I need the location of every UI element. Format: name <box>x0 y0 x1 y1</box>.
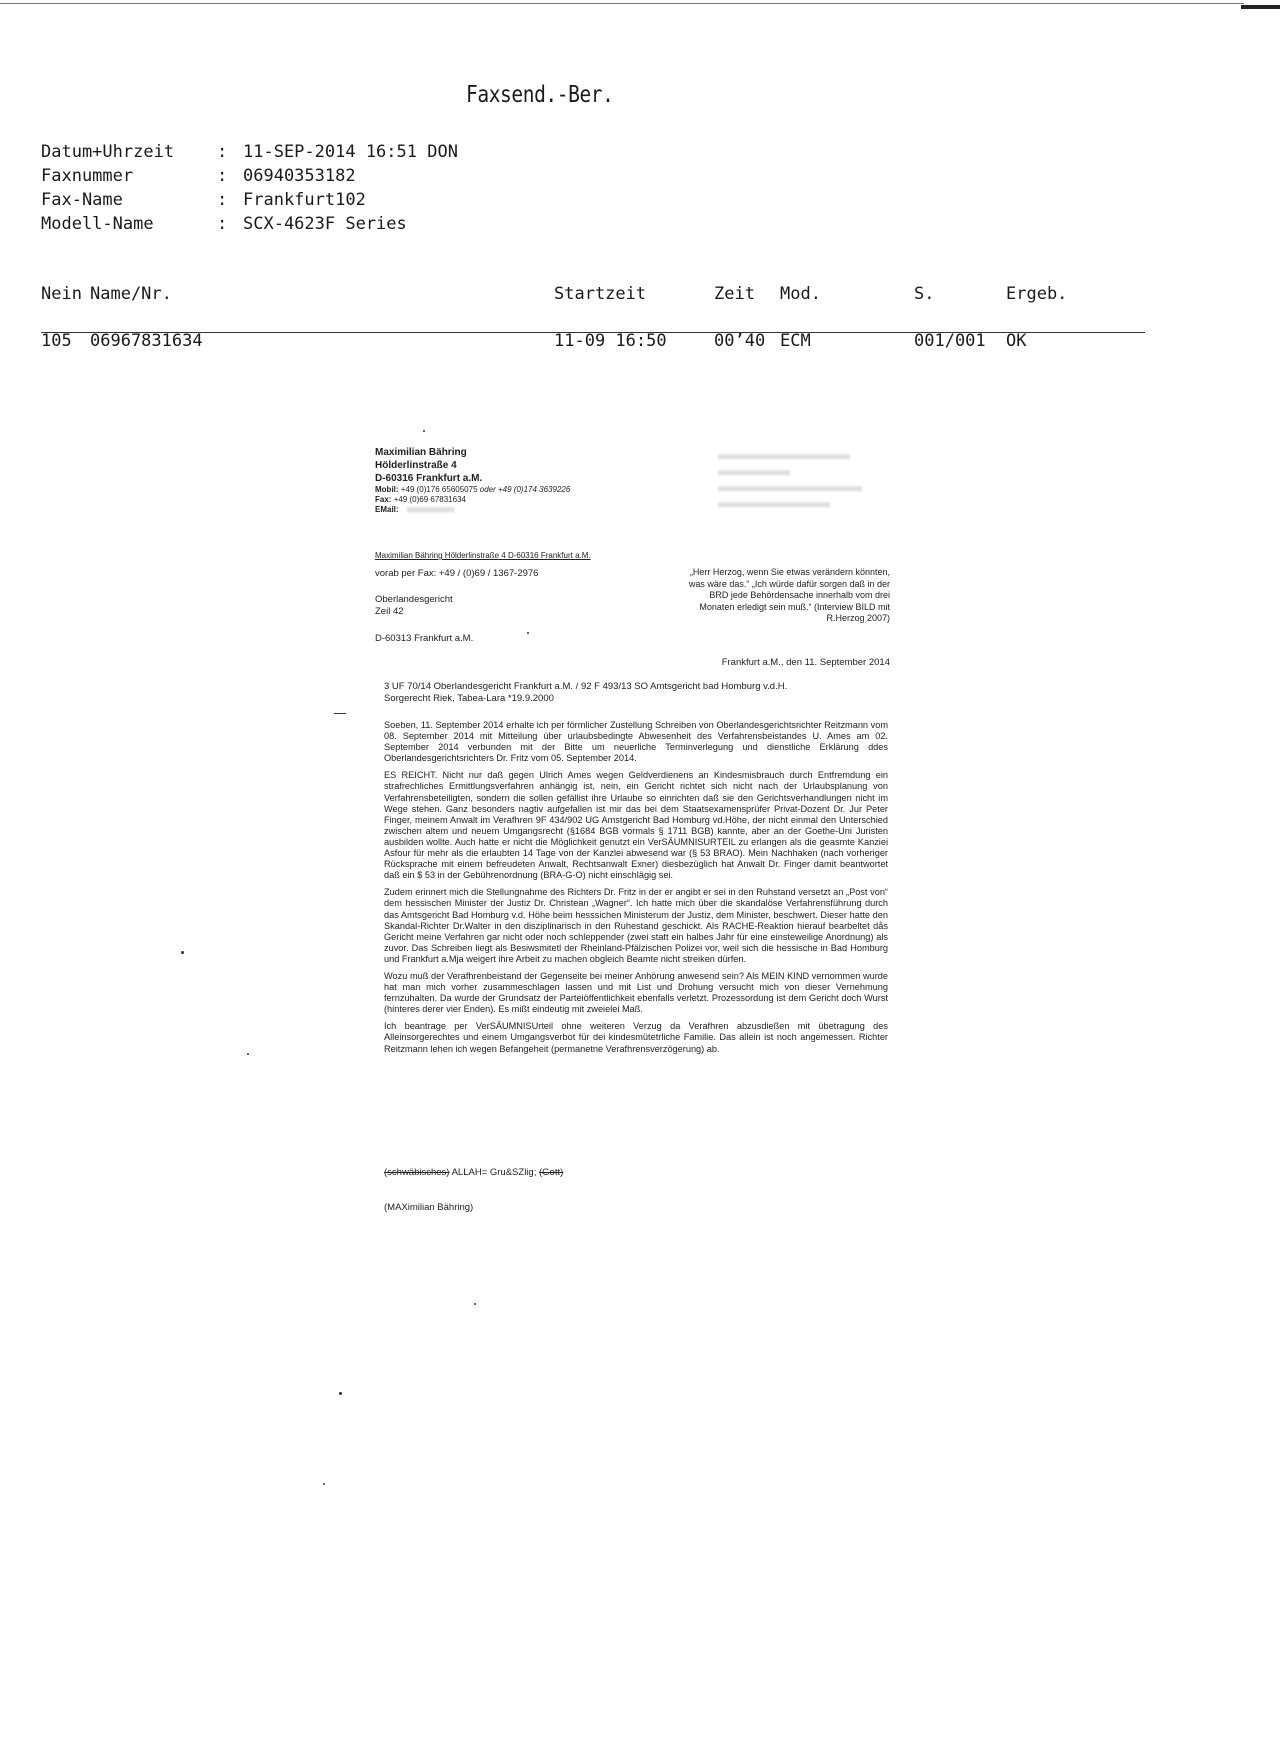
meta-key: Datum+Uhrzeit <box>41 142 175 162</box>
cell-mod: ECM <box>780 331 811 351</box>
meta-key: Faxnummer <box>41 166 134 186</box>
recipient-line2: Zeil 42 <box>375 606 404 617</box>
cell-nein: 105 <box>41 331 72 351</box>
fax-value: +49 (0)69 67831634 <box>393 495 466 504</box>
meta-row-faxnumber <box>41 164 458 188</box>
report-meta <box>41 140 458 236</box>
mobil-or: oder <box>479 485 496 494</box>
scan-speck <box>423 430 425 432</box>
cell-name: 06967831634 <box>90 331 203 351</box>
date-line: Frankfurt a.M., den 11. September 2014 <box>721 657 890 668</box>
fax-ahead-line: vorab per Fax: +49 / (0)69 / 1367-2976 <box>375 568 539 579</box>
letter-body <box>384 720 888 1061</box>
meta-value: Frankfurt102 <box>243 190 366 210</box>
closing-line <box>384 1167 563 1178</box>
meta-key: Modell-Name <box>41 214 154 234</box>
body-paragraph: ES REICHT. Nicht nur daß gegen Ulrich Ames wegen Geldverdienens an Kindesmisbrauch durch Entfremdung ein strafrechliches Ermittlungsverfahren anhängig ist, nein, ein Gericht richtet sich nicht nach der Urlaubsplanung von Verfahrensbeteiligten, sondern die sollen gefällist ihre Urlaube so einrichten daß sie den Gerichtsverhandlungen nicht im Wege stehen. Ganz besonders nagtiv aufgefallen ist mir das bei dem Staatsexamensprüfer Privat-Dozent Dr. Jur Peter Finger, meinem Anwalt im Verafhren 9F 434/902 UG Amstgericht Bad Homburg vd.Höhe, der nicht einmal den Unterschied zwischen altem und neuem Umgangsrecht (§1684 BGB vormals § 1711 BGB) kannte, aber an der Goethe-Uni Juristen ausbilden wollte. Auch hatte er nicht die Möglichkeit genutzt ein VerSÄUMNISURTEIL zu erlangen als die geasmte Kanziei Asfour für mehr als die erlaubten 14 Tage von der Kanzlei abwesend war (§ 53 BRAO). Mein Nachhaken (nach vorheriger Rücksprache mit einem befreudeten Anwalt, Rechtsanwalt Exner) diesbezüglich hat Anwalt Dr. Finger damit beantwortet daß ein $ 53 in der Gebührenordnung (BRA-G-O) nicht einschlägig sei. <box>384 770 888 881</box>
recipient-address <box>375 594 453 618</box>
redacted-block: xxxxxxxxxxxxxxxxxxxxxxxxxxxxxxxxx xxxxxxxxxxxxxxxxxx xxxxxxxxxxxxxxxxxxxxxxxxxxxxxxxxxxxx xxxxxxxxxxxxxxxxxxxxxxxxxxxx <box>718 452 862 509</box>
col-s: S. <box>914 284 935 304</box>
reference-block <box>384 681 884 705</box>
body-paragraph: Zudem erinnert mich die Stellungnahme des Richters Dr. Fritz in der er angibt er sei in den Ruhstand versetzt an „Post von“ dem hessischen Minister der Justiz Dr. Christean „Wagner“. Ich hatte mich über die skandalöse Verfahrensführung durch das Amtsgericht Bad Homburg v.d. Höhe beim hesssichen Ministerum der Justiz, dem Minister, beschwert. Dieser hatte den Skandal-Richter Dr.Walter in den disziplinarisch in den Ruhestand geschickt. Als RACHE-Reaktion hierauf bearbeltet dås Gericht meine Verfahren gar nicht oder noch schleppender (zwei statt ein halbes Jahr für eine einsteweilige Anordnung) als zuvor. Das Schreiben liegt als Besiwsmitetl der Rheinland-Pfälzischen Polizei vor, weil sich die hessische in Bad Homburg und Frankfurt a.Mja weigert ihre Arbeit zu machen obgleich Beamte nicht streiken dürfen. <box>384 887 888 964</box>
scan-speck <box>474 1303 476 1305</box>
recipient-city: D-60313 Frankfurt a.M. <box>375 633 474 644</box>
scan-speck <box>339 1392 342 1395</box>
sender-street: Hölderlinstraße 4 <box>375 460 457 471</box>
scan-speck <box>334 713 346 714</box>
meta-value: SCX-4623F Series <box>243 214 407 234</box>
closing-struck: (schwäbisches) <box>384 1167 450 1178</box>
scan-speck <box>323 1483 325 1485</box>
cell-start: 11-09 16:50 <box>554 331 667 351</box>
col-start: Startzeit <box>554 284 647 304</box>
reference-line: 3 UF 70/14 Oberlandesgericht Frankfurt a.M. / 92 F 493/13 SO Amtsgericht bad Homburg v.d.H. <box>384 681 788 692</box>
scan-top-edge <box>0 3 1244 4</box>
meta-value: 11-SEP-2014 16:51 DON <box>243 142 458 162</box>
col-nein: Nein <box>41 284 82 304</box>
meta-key: Fax-Name <box>41 190 123 210</box>
mobil-value: +49 (0)176 65605075 <box>400 485 478 494</box>
meta-row-datetime <box>41 140 458 164</box>
signature-line: (MAXimilian Bähring) <box>384 1202 474 1213</box>
meta-value: 06940353182 <box>243 166 356 186</box>
closing-main: ALLAH= Gru&SZlig; <box>451 1167 537 1178</box>
body-paragraph: Wozu muß der Verafhrenbeistand der Gegenseite bei meiner Anhörung anwesend sein? Als MEIN KIND vernommen wurde hat man mich vorher zusammeschlagen lassen und mit List und Drohung versucht mich von dieser Vernehmung fernzuhalten. Da wurde der Grundsatz der Parteiöffentlichkeit ebenfalls verletzt. Prozessordung ist dem Gericht doch Wurst (hinteres derer vier Enden). Es mißt eindeutig mit zweielei Maß. <box>384 970 888 1015</box>
closing-struck: (Gott) <box>538 1167 564 1178</box>
reference-line: Sorgerecht Riek, Tabea-Lara *19.9.2000 <box>384 693 554 704</box>
email-label: EMail: <box>375 505 399 514</box>
recipient-line1: Oberlandesgericht <box>375 594 453 605</box>
sender-city: D-60316 Frankfurt a.M. <box>375 473 483 484</box>
body-paragraph: Ich beantrage per VerSÄUMNISUrteil ohne weiteren Verzug da Verafhren abzusdießen mit übetragung des Alleinsorgerechtes und einem Umgangsverbot für dei kindesmütetrliche Familie. Das allein ist noch angemessen. Richter Reitzmann lehen ich wegen Befangeheit (permanetne Verafhrensverzögerung) ab. <box>384 1021 888 1054</box>
body-paragraph: Soeben, 11. September 2014 erhalte ich per förmlicher Zustellung Schreiben von Oberlandesgerichtsrichter Reitzmann vom 08. September 2014 mit Mitteilung über urlaubsbedingte Abwesenheit des Verfahrensbeistandes U. Ames am 02. September 2014 verbunden mit der Bitte um neuerliche Terminverlegung und dienstliche Erklärung ddes Oberlandesgerichtsrichters Dr. Fritz vom 05. September 2014. <box>384 720 888 764</box>
col-zeit: Zeit <box>714 284 755 304</box>
meta-colon: : <box>217 166 228 186</box>
scan-corner-mark <box>1241 5 1280 9</box>
meta-row-faxname <box>41 188 458 212</box>
mobil-label: Mobil: <box>375 485 399 494</box>
scan-speck <box>527 632 529 634</box>
mobil-alt: +49 (0)174 3639226 <box>498 485 571 494</box>
sender-name: Maximilian Bähring <box>375 447 467 458</box>
meta-colon: : <box>217 142 228 162</box>
motto-quote: „Herr Herzog, wenn Sie etwas verändern könnten, was wäre das.“ „Ich würde dafür sorgen daß in der BRD jede Behördensache innerhalb vom drei Monaten erledigt sein muß.“ (Interview BILD mit R.Herzog 2007) <box>688 567 890 623</box>
report-title: Faxsend.-Ber. <box>466 82 614 108</box>
cell-s: 001/001 <box>914 331 986 351</box>
redacted-email: xxxxxxxxxxxx <box>406 505 455 514</box>
scan-speck <box>181 951 184 954</box>
return-address: Maximilian Bähring Hölderlinstraße 4 D-60316 Frankfurt a.M. <box>375 551 591 560</box>
cell-zeit: 00’40 <box>714 331 766 351</box>
col-ergeb: Ergeb. <box>1006 284 1068 304</box>
col-mod: Mod. <box>780 284 821 304</box>
scan-speck <box>247 1053 249 1055</box>
col-name: Name/Nr. <box>90 284 172 304</box>
meta-colon: : <box>217 214 228 234</box>
fax-label: Fax: <box>375 495 392 504</box>
cell-ergeb: OK <box>1006 331 1027 351</box>
meta-colon: : <box>217 190 228 210</box>
meta-row-model <box>41 212 458 236</box>
